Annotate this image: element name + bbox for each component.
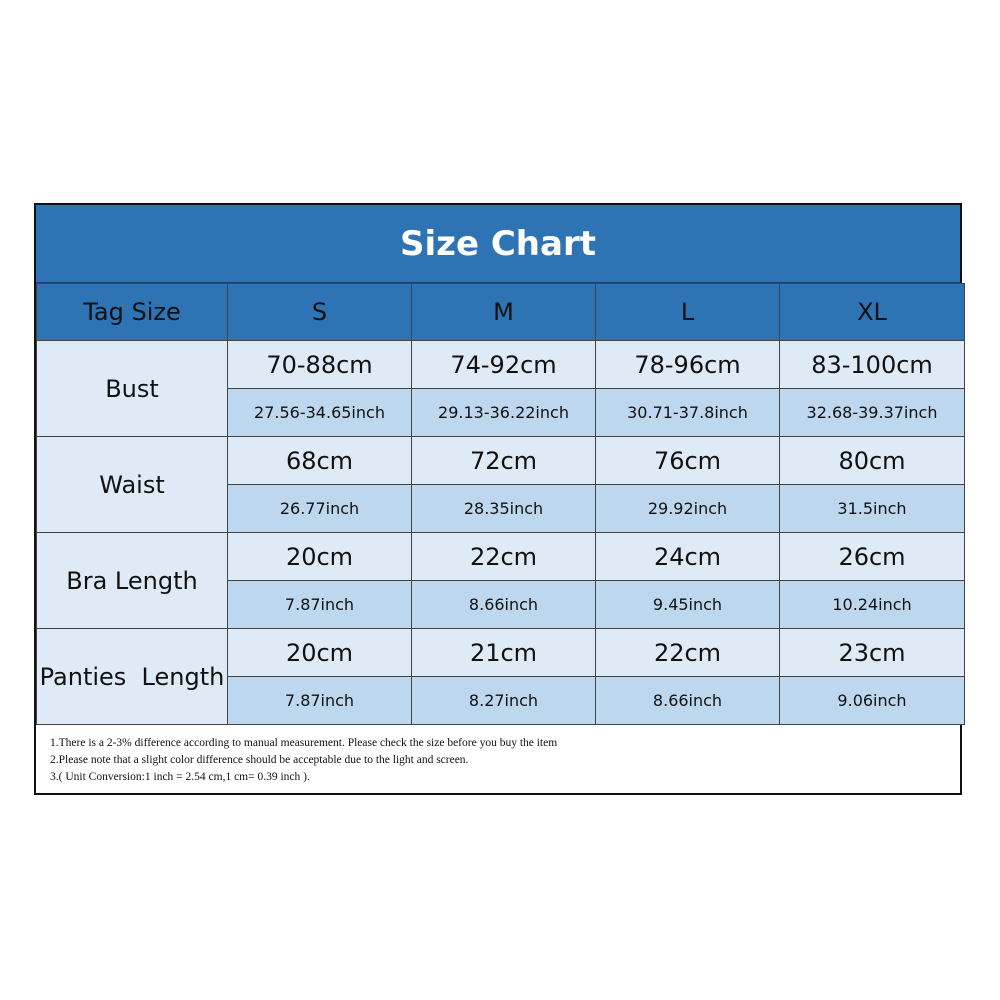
cell-cm: 22cm — [412, 533, 596, 581]
cell-inch: 7.87inch — [228, 581, 412, 629]
notes — [50, 735, 557, 786]
table-row — [37, 629, 965, 677]
cell-inch: 31.5inch — [780, 485, 965, 533]
table-row — [37, 437, 965, 485]
cell-inch: 28.35inch — [412, 485, 596, 533]
row-label-panties-length: Panties Length — [37, 629, 228, 725]
cell-cm: 24cm — [596, 533, 780, 581]
cell-inch: 9.06inch — [780, 677, 965, 725]
cell-inch: 9.45inch — [596, 581, 780, 629]
cell-cm: 83-100cm — [780, 341, 965, 389]
cell-cm: 80cm — [780, 437, 965, 485]
size-header-s: S — [228, 284, 412, 341]
size-header-l: L — [596, 284, 780, 341]
chart-title: Size Chart — [36, 205, 960, 283]
cell-inch: 30.71-37.8inch — [596, 389, 780, 437]
cell-inch: 29.92inch — [596, 485, 780, 533]
size-table — [36, 283, 965, 725]
cell-cm: 20cm — [228, 533, 412, 581]
cell-cm: 70-88cm — [228, 341, 412, 389]
note-1: 1.There is a 2-3% difference according to manual measurement. Please check the size before you buy the item — [50, 737, 558, 749]
row-label-waist: Waist — [37, 437, 228, 533]
size-chart — [34, 203, 962, 795]
size-header-m: M — [412, 284, 596, 341]
cell-cm: 78-96cm — [596, 341, 780, 389]
table-row — [37, 533, 965, 581]
cell-cm: 21cm — [412, 629, 596, 677]
cell-cm: 76cm — [596, 437, 780, 485]
cell-cm: 26cm — [780, 533, 965, 581]
note-3: 3.( Unit Conversion:1 inch = 2.54 cm,1 cm= 0.39 inch ). — [50, 771, 310, 783]
table-row — [37, 341, 965, 389]
cell-inch: 27.56-34.65inch — [228, 389, 412, 437]
cell-inch: 8.27inch — [412, 677, 596, 725]
cell-inch: 8.66inch — [596, 677, 780, 725]
note-2: 2.Please note that a slight color difference should be acceptable due to the light and screen. — [50, 754, 469, 766]
cell-inch: 8.66inch — [412, 581, 596, 629]
size-header-xl: XL — [780, 284, 965, 341]
cell-inch: 32.68-39.37inch — [780, 389, 965, 437]
cell-inch: 7.87inch — [228, 677, 412, 725]
cell-inch: 10.24inch — [780, 581, 965, 629]
cell-cm: 68cm — [228, 437, 412, 485]
tag-size-header: Tag Size — [37, 284, 228, 341]
cell-cm: 20cm — [228, 629, 412, 677]
cell-inch: 29.13-36.22inch — [412, 389, 596, 437]
row-label-bra-length: Bra Length — [37, 533, 228, 629]
row-label-bust: Bust — [37, 341, 228, 437]
cell-cm: 72cm — [412, 437, 596, 485]
cell-cm: 74-92cm — [412, 341, 596, 389]
cell-inch: 26.77inch — [228, 485, 412, 533]
cell-cm: 23cm — [780, 629, 965, 677]
cell-cm: 22cm — [596, 629, 780, 677]
header-row — [37, 284, 965, 341]
